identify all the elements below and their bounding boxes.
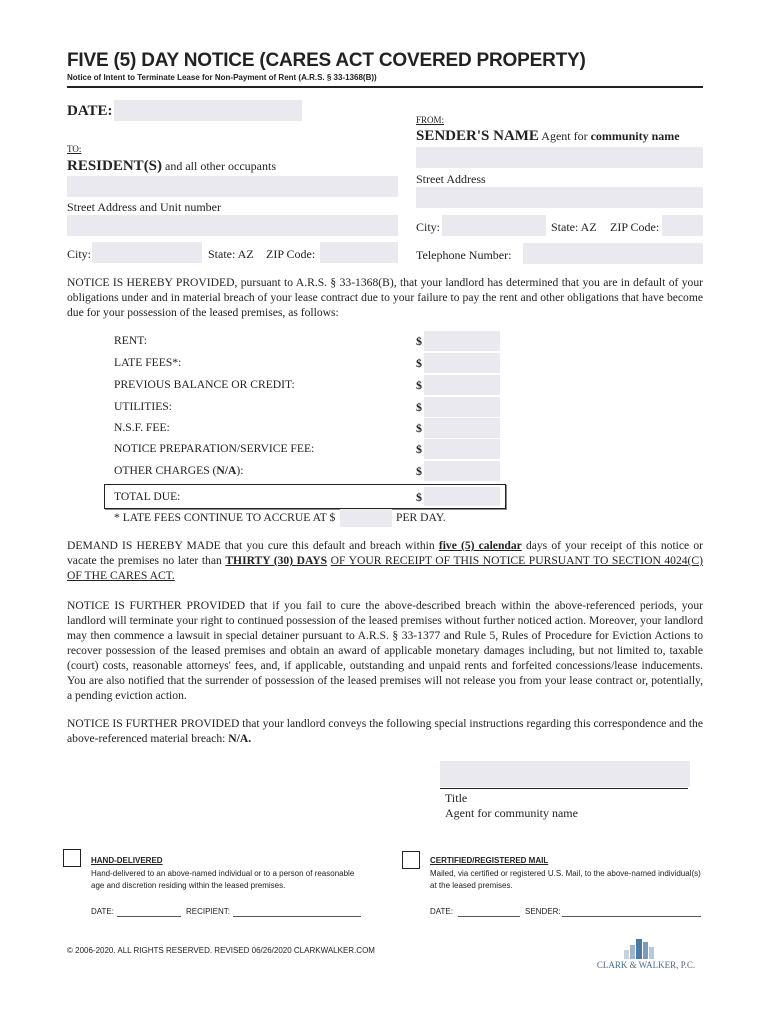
dollar-sign: $ (416, 400, 422, 414)
sender-name: SENDER'S NAME (416, 128, 539, 144)
dollar-sign: $ (416, 490, 422, 504)
fee-field-previous[interactable] (424, 375, 500, 395)
from-state-label: State: AZ (551, 220, 597, 234)
from-city-label: City: (416, 220, 441, 234)
signature-title: Title (445, 791, 468, 805)
special-instructions-text: NOTICE IS FURTHER PROVIDED that your landlord conveys the following special instructions regarding this correspondence and the above-referenced material breach: (67, 717, 703, 745)
agent-for-text: Agent for (541, 129, 588, 143)
demand-text: DEMAND IS HEREBY MADE that you cure this default and breach within (67, 539, 435, 552)
demand-paragraph (67, 538, 703, 583)
date-field[interactable] (114, 100, 302, 121)
hand-delivered-text: Hand-delivered to an above-named individual or to a person of reasonable age and discretion residing within the leased premises. (91, 869, 355, 890)
fee-label-utilities: UTILITIES: (114, 400, 172, 413)
fee-label-late: LATE FEES*: (114, 356, 182, 369)
from-phone-label: Telephone Number: (416, 248, 512, 262)
fee-field-late[interactable] (424, 353, 500, 373)
other-charges-na: N/A (216, 464, 237, 477)
resident-line (67, 158, 276, 175)
sender-label: SENDER: (525, 907, 561, 916)
fee-field-notice[interactable] (424, 439, 500, 459)
to-zip-field[interactable] (320, 242, 398, 263)
special-instructions-value: N/A. (228, 732, 252, 745)
demand-text-rest: days of your receipt of this notice or vacate the premises no later than (67, 539, 703, 567)
hand-delivered-checkbox[interactable] (63, 849, 81, 867)
total-due-label: TOTAL DUE: (114, 490, 181, 503)
fee-label-other (114, 464, 243, 477)
clark-walker-logo (596, 935, 696, 975)
header-rule (67, 86, 703, 88)
from-label: FROM: (416, 115, 445, 125)
from-phone-field[interactable] (523, 243, 703, 264)
footer-copyright: © 2006-2020. ALL RIGHTS RESERVED. REVISED 06/26/2020 CLARKWALKER.COM (67, 946, 375, 955)
thirty-days: THIRTY (30) DAYS (225, 554, 328, 567)
from-city-field[interactable] (442, 215, 546, 236)
intro-paragraph: NOTICE IS HEREBY PROVIDED, pursuant to A.R.S. § 33-1368(B), that your landlord has determined that you are in default of your obligations under and in material breach of your lease contract due to your failure to pay the rent and other obligations that have become due for your possession of the leased premises, as follows: (67, 276, 703, 319)
resident-name: RESIDENT(S) (67, 158, 163, 174)
sender-line (416, 128, 680, 145)
document-subtitle: Notice of Intent to Terminate Lease for Non-Payment of Rent (A.R.S. § 33-1368(B)) (67, 73, 377, 82)
fee-field-other[interactable] (424, 461, 500, 481)
to-city-label: City: (67, 247, 92, 261)
late-fee-per-day-field[interactable] (340, 509, 392, 527)
cares-act-section: OF YOUR RECEIPT OF THIS NOTICE PURSUANT TO SECTION 4024(C) OF THE CARES ACT. (67, 554, 703, 582)
from-street-field[interactable] (416, 187, 703, 208)
certified-mail-heading: CERTIFIED/REGISTERED MAIL (430, 856, 549, 865)
per-day-text: PER DAY. (396, 511, 446, 524)
fee-field-utilities[interactable] (424, 397, 500, 417)
fee-label-rent: RENT: (114, 334, 147, 347)
signature-line (440, 788, 688, 789)
resident-name-field[interactable] (67, 176, 398, 197)
community-name: community name (590, 129, 680, 143)
signature-agent: Agent for community name (445, 806, 578, 820)
sender-name-field[interactable] (416, 147, 703, 168)
dollar-sign: $ (416, 464, 422, 478)
document-title: FIVE (5) DAY NOTICE (CARES ACT COVERED PROPERTY) (67, 50, 586, 71)
hand-delivered-heading: HAND-DELIVERED (91, 856, 163, 865)
recipient-field[interactable] (233, 900, 361, 917)
dollar-sign: $ (416, 356, 422, 370)
five-calendar-days: five (5) calendar (438, 539, 522, 552)
recipient-label: RECIPIENT: (186, 907, 231, 916)
mail-date-label: DATE: (430, 907, 453, 916)
to-street-label: Street Address and Unit number (67, 200, 221, 214)
other-charges-suffix: ): (236, 464, 244, 477)
dollar-sign: $ (416, 442, 422, 456)
to-street-field[interactable] (67, 215, 398, 236)
dollar-sign: $ (416, 334, 422, 348)
building-icon (596, 935, 696, 975)
to-state-label: State: AZ (208, 247, 254, 261)
from-zip-label: ZIP Code: (610, 220, 660, 234)
dollar-sign: $ (416, 421, 422, 435)
fee-label-previous: PREVIOUS BALANCE OR CREDIT: (114, 378, 295, 391)
special-instructions-paragraph (67, 716, 703, 746)
certified-mail-checkbox[interactable] (402, 851, 420, 869)
hand-date-field[interactable] (117, 900, 181, 917)
fee-field-rent[interactable] (424, 331, 500, 351)
to-city-field[interactable] (92, 242, 202, 263)
other-charges-text: OTHER CHARGES ( (114, 464, 217, 477)
to-label: TO: (67, 144, 82, 154)
fee-field-nsf[interactable] (424, 418, 500, 438)
hand-date-label: DATE: (91, 907, 114, 916)
signature-field[interactable] (440, 761, 690, 787)
from-street-label: Street Address (416, 172, 486, 186)
fee-label-nsf: N.S.F. FEE: (114, 421, 170, 434)
mail-date-field[interactable] (458, 900, 520, 917)
sender-field[interactable] (562, 900, 701, 917)
logo-text: CLARK & WALKER, P.C. (596, 960, 696, 970)
date-label: DATE: (67, 103, 113, 119)
occupants-text: and all other occupants (165, 159, 276, 173)
further-notice-paragraph: NOTICE IS FURTHER PROVIDED that if you fail to cure the above-described breach within the above-referenced periods, your landlord will terminate your right to continued possession of the leased premises without further noticed action. Moreover, your landlord may then commence a lawsuit in special detainer pursuant to A.R.S. § 33-1377 and Rule 5, Rules of Procedure for Eviction Actions to recover possession of the leased premises and obtain an award of applicable monetary damages including, but not limited to, taxable (court) costs, reasonable attorneys' fees, and, if applicable, outstanding and unpaid rents and forfeited concessions/lease inducements. You are also notified that the surrender of possession of the leased premises will not release you from your lease contract or, potentially, a pending eviction action. (67, 599, 703, 702)
from-zip-field[interactable] (662, 215, 703, 236)
to-zip-label: ZIP Code: (266, 247, 316, 261)
certified-mail-text: Mailed, via certified or registered U.S. Mail, to the above-named individual(s) at the leased premises. (430, 869, 701, 890)
fee-label-notice: NOTICE PREPARATION/SERVICE FEE: (114, 442, 315, 455)
dollar-sign: $ (416, 378, 422, 392)
total-due-field[interactable] (424, 487, 500, 506)
late-fee-note: * LATE FEES CONTINUE TO ACCRUE AT $ (114, 511, 336, 524)
